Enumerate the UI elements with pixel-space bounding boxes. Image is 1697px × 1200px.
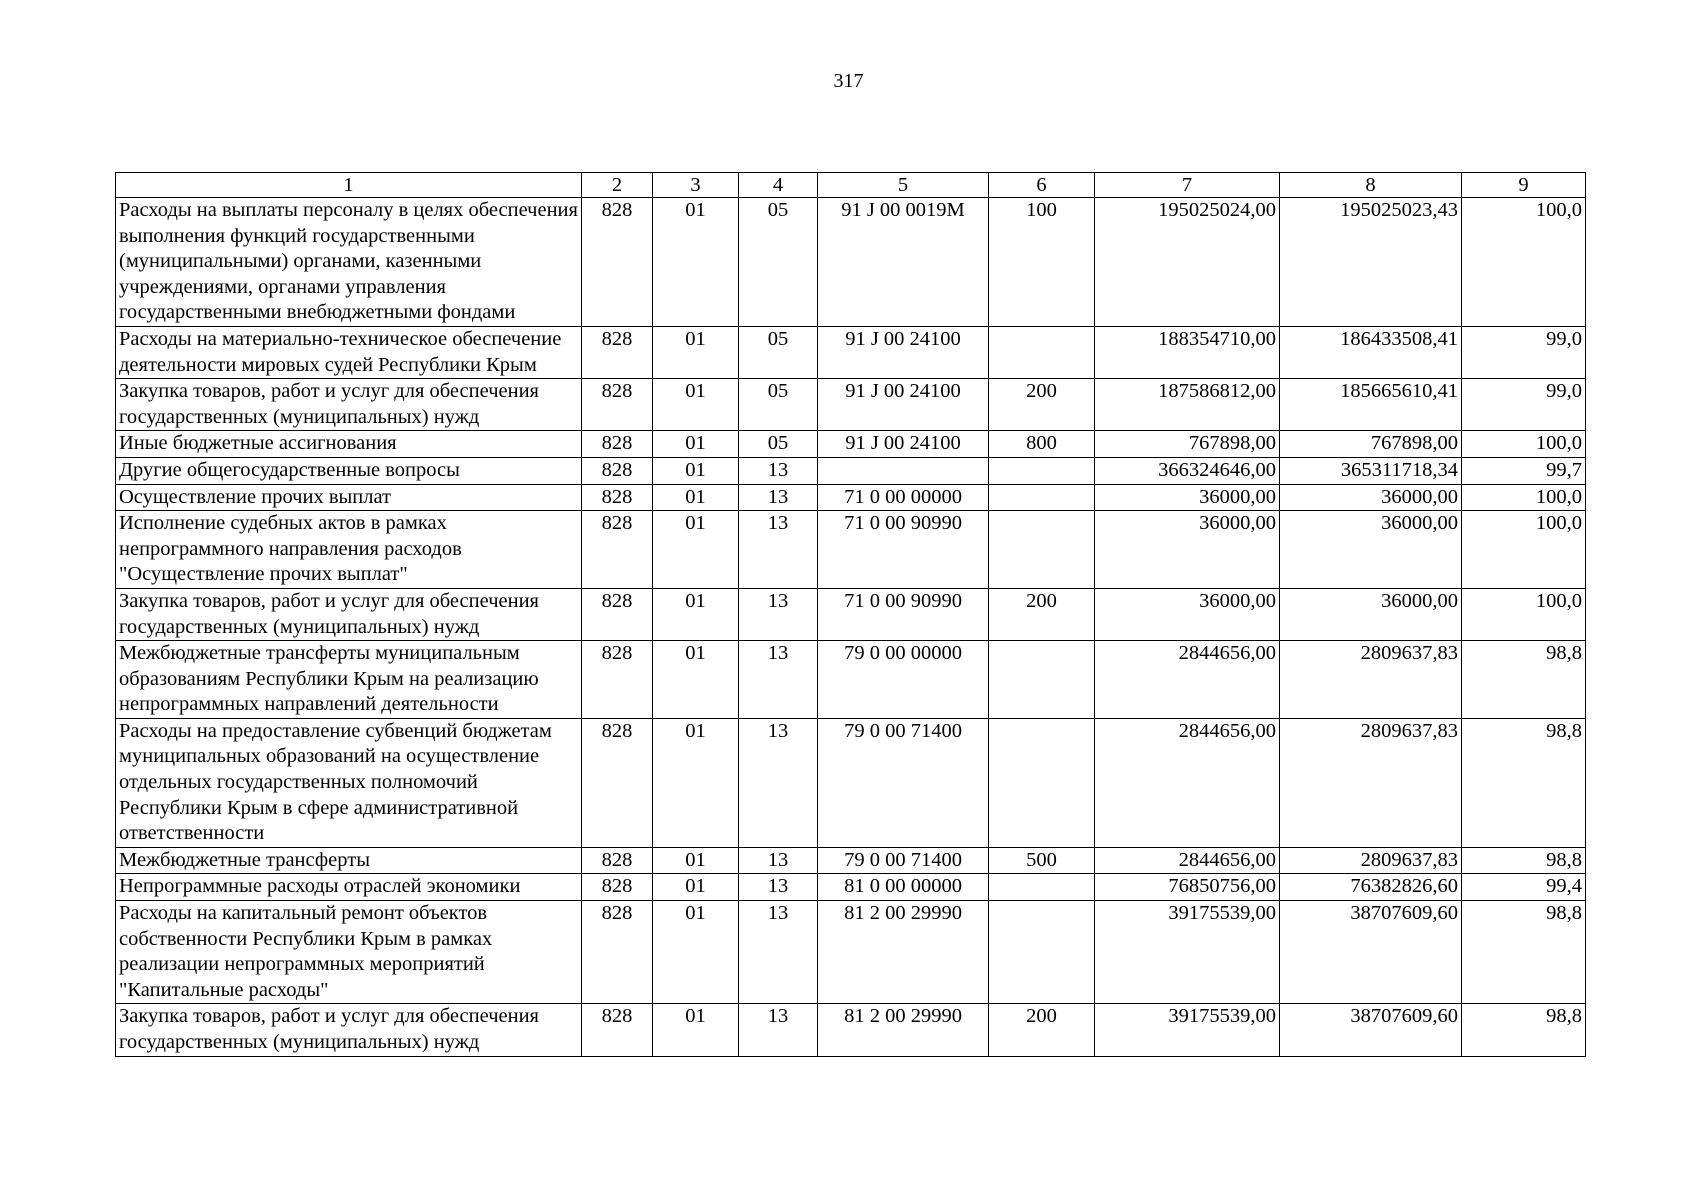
subsection-code: 13 — [739, 847, 818, 874]
ministry-code: 828 — [582, 511, 653, 589]
expense-type-code: 500 — [989, 847, 1095, 874]
table-row — [116, 457, 1586, 484]
row-description: Расходы на капитальный ремонт объектов собственности Республики Крым в рамках реализации непрограммных мероприятий "Капитальные расходы" — [116, 901, 582, 1004]
ministry-code: 828 — [582, 874, 653, 901]
ministry-code: 828 — [582, 379, 653, 431]
table-row — [116, 874, 1586, 901]
target-article-code — [818, 457, 989, 484]
section-code: 01 — [653, 847, 739, 874]
table-row — [116, 431, 1586, 458]
planned-amount: 36000,00 — [1095, 588, 1280, 640]
row-description: Закупка товаров, работ и услуг для обеспечения государственных (муниципальных) нужд — [116, 588, 582, 640]
executed-amount: 186433508,41 — [1280, 326, 1462, 378]
row-description: Расходы на материально-техническое обеспечение деятельности мировых судей Республики Крым — [116, 326, 582, 378]
executed-amount: 185665610,41 — [1280, 379, 1462, 431]
execution-percent: 99,0 — [1462, 379, 1586, 431]
planned-amount: 76850756,00 — [1095, 874, 1280, 901]
row-description: Осуществление прочих выплат — [116, 484, 582, 511]
row-description: Расходы на выплаты персоналу в целях обеспечения выполнения функций государственными (муниципальными) органами, казенными учреждениями, органами управления государственными внебюджетными фондами — [116, 198, 582, 327]
page-number: 317 — [833, 70, 864, 92]
table-header-row — [116, 173, 1586, 198]
execution-percent: 100,0 — [1462, 484, 1586, 511]
ministry-code: 828 — [582, 641, 653, 719]
subsection-code: 13 — [739, 484, 818, 511]
row-description: Закупка товаров, работ и услуг для обеспечения государственных (муниципальных) нужд — [116, 379, 582, 431]
planned-amount: 39175539,00 — [1095, 901, 1280, 1004]
subsection-code: 13 — [739, 901, 818, 1004]
executed-amount: 36000,00 — [1280, 484, 1462, 511]
executed-amount: 195025023,43 — [1280, 198, 1462, 327]
target-article-code: 79 0 00 00000 — [818, 641, 989, 719]
ministry-code: 828 — [582, 1004, 653, 1056]
ministry-code: 828 — [582, 718, 653, 847]
target-article-code: 71 0 00 90990 — [818, 588, 989, 640]
table-row — [116, 588, 1586, 640]
table-row — [116, 379, 1586, 431]
target-article-code: 91 J 00 24100 — [818, 431, 989, 458]
expense-type-code — [989, 874, 1095, 901]
section-code: 01 — [653, 718, 739, 847]
executed-amount: 76382826,60 — [1280, 874, 1462, 901]
subsection-code: 13 — [739, 588, 818, 640]
ministry-code: 828 — [582, 484, 653, 511]
expense-type-code: 100 — [989, 198, 1095, 327]
subsection-code: 13 — [739, 718, 818, 847]
planned-amount: 39175539,00 — [1095, 1004, 1280, 1056]
row-description: Непрограммные расходы отраслей экономики — [116, 874, 582, 901]
budget-table — [115, 172, 1586, 1057]
column-header: 5 — [818, 173, 989, 198]
planned-amount: 187586812,00 — [1095, 379, 1280, 431]
column-header: 8 — [1280, 173, 1462, 198]
section-code: 01 — [653, 457, 739, 484]
execution-percent: 100,0 — [1462, 198, 1586, 327]
section-code: 01 — [653, 641, 739, 719]
executed-amount: 38707609,60 — [1280, 901, 1462, 1004]
column-header: 3 — [653, 173, 739, 198]
ministry-code: 828 — [582, 326, 653, 378]
ministry-code: 828 — [582, 847, 653, 874]
subsection-code: 13 — [739, 1004, 818, 1056]
planned-amount: 767898,00 — [1095, 431, 1280, 458]
target-article-code: 81 2 00 29990 — [818, 1004, 989, 1056]
table-row — [116, 718, 1586, 847]
execution-percent: 98,8 — [1462, 1004, 1586, 1056]
target-article-code: 81 2 00 29990 — [818, 901, 989, 1004]
table-row — [116, 641, 1586, 719]
subsection-code: 13 — [739, 511, 818, 589]
section-code: 01 — [653, 198, 739, 327]
execution-percent: 99,7 — [1462, 457, 1586, 484]
executed-amount: 2809637,83 — [1280, 847, 1462, 874]
planned-amount: 36000,00 — [1095, 484, 1280, 511]
table-row — [116, 901, 1586, 1004]
expense-type-code — [989, 457, 1095, 484]
section-code: 01 — [653, 874, 739, 901]
column-header: 1 — [116, 173, 582, 198]
subsection-code: 05 — [739, 379, 818, 431]
column-header: 6 — [989, 173, 1095, 198]
row-description: Межбюджетные трансферты муниципальным образованиям Республики Крым на реализацию непрограммных направлений деятельности — [116, 641, 582, 719]
execution-percent: 98,8 — [1462, 847, 1586, 874]
target-article-code: 91 J 00 24100 — [818, 379, 989, 431]
row-description: Расходы на предоставление субвенций бюджетам муниципальных образований на осуществление отдельных государственных полномочий Республики Крым в сфере административной ответственности — [116, 718, 582, 847]
planned-amount: 2844656,00 — [1095, 847, 1280, 874]
row-description: Исполнение судебных актов в рамках непрограммного направления расходов "Осуществление прочих выплат" — [116, 511, 582, 589]
expense-type-code — [989, 641, 1095, 719]
row-description: Закупка товаров, работ и услуг для обеспечения государственных (муниципальных) нужд — [116, 1004, 582, 1056]
executed-amount: 365311718,34 — [1280, 457, 1462, 484]
execution-percent: 100,0 — [1462, 511, 1586, 589]
execution-percent: 99,0 — [1462, 326, 1586, 378]
executed-amount: 38707609,60 — [1280, 1004, 1462, 1056]
table-row — [116, 198, 1586, 327]
ministry-code: 828 — [582, 901, 653, 1004]
planned-amount: 2844656,00 — [1095, 718, 1280, 847]
section-code: 01 — [653, 1004, 739, 1056]
section-code: 01 — [653, 484, 739, 511]
target-article-code: 79 0 00 71400 — [818, 718, 989, 847]
subsection-code: 13 — [739, 874, 818, 901]
section-code: 01 — [653, 431, 739, 458]
target-article-code: 91 J 00 24100 — [818, 326, 989, 378]
section-code: 01 — [653, 511, 739, 589]
target-article-code: 71 0 00 90990 — [818, 511, 989, 589]
subsection-code: 05 — [739, 198, 818, 327]
executed-amount: 36000,00 — [1280, 511, 1462, 589]
subsection-code: 13 — [739, 457, 818, 484]
expense-type-code: 200 — [989, 588, 1095, 640]
expense-type-code: 800 — [989, 431, 1095, 458]
expense-type-code — [989, 901, 1095, 1004]
planned-amount: 2844656,00 — [1095, 641, 1280, 719]
ministry-code: 828 — [582, 431, 653, 458]
row-description: Иные бюджетные ассигнования — [116, 431, 582, 458]
target-article-code: 81 0 00 00000 — [818, 874, 989, 901]
table-row — [116, 484, 1586, 511]
table-row — [116, 326, 1586, 378]
table-body — [116, 198, 1586, 1057]
executed-amount: 2809637,83 — [1280, 641, 1462, 719]
section-code: 01 — [653, 901, 739, 1004]
ministry-code: 828 — [582, 198, 653, 327]
target-article-code: 71 0 00 00000 — [818, 484, 989, 511]
table-row — [116, 511, 1586, 589]
execution-percent: 98,8 — [1462, 718, 1586, 847]
table-row — [116, 1004, 1586, 1056]
planned-amount: 366324646,00 — [1095, 457, 1280, 484]
planned-amount: 36000,00 — [1095, 511, 1280, 589]
subsection-code: 13 — [739, 641, 818, 719]
executed-amount: 2809637,83 — [1280, 718, 1462, 847]
section-code: 01 — [653, 326, 739, 378]
planned-amount: 188354710,00 — [1095, 326, 1280, 378]
expense-type-code: 200 — [989, 1004, 1095, 1056]
row-description: Межбюджетные трансферты — [116, 847, 582, 874]
subsection-code: 05 — [739, 431, 818, 458]
execution-percent: 98,8 — [1462, 641, 1586, 719]
target-article-code: 79 0 00 71400 — [818, 847, 989, 874]
subsection-code: 05 — [739, 326, 818, 378]
column-header: 2 — [582, 173, 653, 198]
ministry-code: 828 — [582, 457, 653, 484]
expense-type-code — [989, 511, 1095, 589]
ministry-code: 828 — [582, 588, 653, 640]
execution-percent: 99,4 — [1462, 874, 1586, 901]
target-article-code: 91 J 00 0019М — [818, 198, 989, 327]
table-row — [116, 847, 1586, 874]
execution-percent: 98,8 — [1462, 901, 1586, 1004]
execution-percent: 100,0 — [1462, 588, 1586, 640]
expense-type-code — [989, 484, 1095, 511]
row-description: Другие общегосударственные вопросы — [116, 457, 582, 484]
planned-amount: 195025024,00 — [1095, 198, 1280, 327]
executed-amount: 36000,00 — [1280, 588, 1462, 640]
executed-amount: 767898,00 — [1280, 431, 1462, 458]
expense-type-code — [989, 326, 1095, 378]
column-header: 9 — [1462, 173, 1586, 198]
section-code: 01 — [653, 588, 739, 640]
section-code: 01 — [653, 379, 739, 431]
column-header: 4 — [739, 173, 818, 198]
expense-type-code: 200 — [989, 379, 1095, 431]
expense-type-code — [989, 718, 1095, 847]
execution-percent: 100,0 — [1462, 431, 1586, 458]
column-header: 7 — [1095, 173, 1280, 198]
